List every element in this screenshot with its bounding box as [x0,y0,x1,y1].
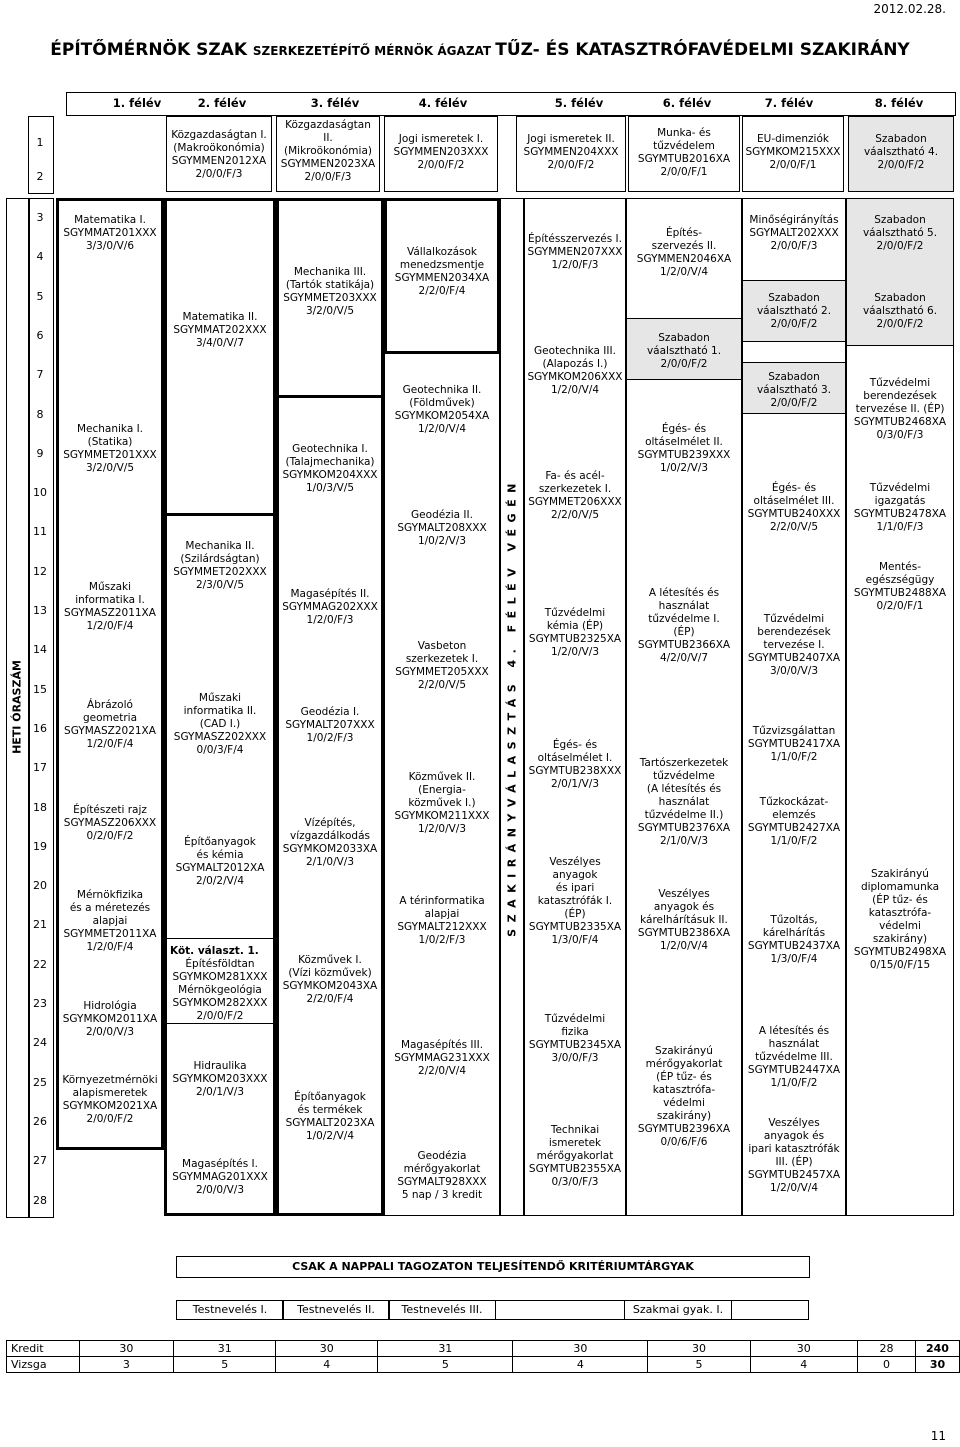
course-text: Tartószerkezetek tűzvédelme (A létesítés és használat tűzvédelme II.) SGYMTUB2376XA 2/1/0/V/3 [637,757,731,847]
course-cell [166,116,272,192]
course-text: Építőanyagok és termékek SGYMALT2023XA 1/0/2/V/4 [285,1091,375,1142]
criteria-item: Szakmai gyak. I. [624,1300,732,1320]
semester-label: 2. félév [197,96,247,110]
course-text: Tűzvédelmi igazgatás SGYMTUB2478XA 1/1/0/F/3 [853,482,947,533]
course-cell [516,116,626,192]
row-number: 8 [36,407,44,421]
course-text: Matematika II. SGYMMAT202XXX 3/4/0/V/7 [173,311,267,349]
table-cell: 30 [513,1341,648,1357]
course-text: Geotechnika II. (Földművek) SGYMKOM2054XA 1/2/0/V/4 [394,384,490,435]
course-text: Szabadon váalsztható 1. 2/0/0/F/2 [646,332,722,370]
row-number: 16 [33,721,47,735]
course-text: Építészeti rajz SGYMASZ206XXX 0/2/0/F/2 [63,804,157,842]
course-text: Műszaki informatika II. (CAD I.) SGYMASZ202XXX 0/0/3/F/4 [173,692,267,756]
table-cell: 4 [750,1357,858,1373]
row-number: 13 [33,604,47,617]
course-text: Égés- és oltáselmélet III. SGYMTUB240XXX 2/2/0/V/5 [747,482,841,533]
row-number: 27 [33,1154,47,1168]
row-number: 19 [33,839,47,853]
table-cell: 30 [276,1341,378,1357]
course-text: Építés- szervezés II. SGYMMEN2046XA 1/2/0/V/4 [636,227,732,278]
table-cell: 30 [79,1341,174,1357]
course-text: Veszélyes anyagok és kárelhárításuk II. SGYMTUB2386XA 1/2/0/V/4 [637,888,731,952]
row-number: 20 [33,879,47,893]
row-number: 12 [33,564,47,578]
specialization-choice-banner: SZAKIRÁNYVÁLASZTÁS 4. FÉLÉV VÉGÉN [505,477,519,937]
course-text: Közgazdaságtan II. (Mikroökonómia) SGYMMEN2023XA 2/0/0/F/3 [280,119,376,183]
table-cell: 4 [513,1357,648,1373]
course-text: Matematika I. SGYMMAT201XXX 3/3/0/V/6 [63,214,157,252]
row-number: 3 [36,211,44,224]
course-text: Tűzvédelmi berendezések tervezése I. SGYMTUB2407XA 3/0/0/V/3 [747,613,841,677]
title-specialization: TŰZ- ÉS KATASZTRÓFAVÉDELMI SZAKIRÁNY [495,40,910,60]
row-number: 25 [33,1075,47,1089]
course-text: Tűzoltás, kárelhárítás SGYMTUB2437XA 1/3/0/F/4 [747,914,841,965]
course-text: Mechanika III. (Tartók statikája) SGYMMET203XXX 3/2/0/V/5 [283,266,377,317]
criteria-item: Testnevelés II. [282,1300,390,1320]
course-text: Hidraulika SGYMKOM203XXX 2/0/1/V/3 [172,1060,268,1098]
row-number: 11 [33,525,47,539]
course-text: Geodézia mérőgyakorlat SGYMALT928XXX 5 nap / 3 kredit [397,1150,487,1201]
course-text: A létesítés és használat tűzvédelme III. SGYMTUB2447XA 1/1/0/F/2 [747,1025,841,1089]
course-text: Műszaki informatika I. SGYMASZ2011XA 1/2/0/F/4 [64,581,156,632]
course-text: Tűzvédelmi fizika SGYMTUB2345XA 3/0/0/F/3 [528,1013,622,1064]
course-text: Ábrázoló geometria SGYMASZ2021XA 1/2/0/F/4 [64,699,156,750]
semester-label: 3. félév [310,96,360,110]
semester-label: 7. félév [764,96,814,110]
table-cell: 28 [858,1341,916,1357]
row-number: 15 [33,682,47,696]
course-cell [276,116,380,192]
course-text: Szakirányú mérőgyakorlat (ÉP tűz- és katasztrófa- védelmi szakirány) SGYMTUB2396XA 0/0/6/F/6 [637,1045,731,1148]
course-text: Vállalkozások menedzsmentje SGYMMEN2034XA 2/2/0/F/4 [394,246,490,297]
row-number: 26 [33,1114,47,1128]
course-text: Égés- és oltáselmélet II. SGYMTUB239XXX 1/0/2/V/3 [637,423,731,474]
semester-label: 1. félév [112,96,162,110]
course-text: Közművek I. (Vízi közművek) SGYMKOM2043XA 2/2/0/F/4 [282,954,378,1005]
row-number: 14 [33,643,47,657]
total-cell: 30 [915,1357,959,1373]
course-text: Mentés- egészségügy SGYMTUB2488XA 0/2/0/F/1 [853,561,947,612]
course-text: Környezetmérnöki alapismeretek SGYMKOM2021XA 2/0/0/F/2 [62,1074,158,1125]
row-number: 23 [33,997,47,1010]
course-text: Mechanika II. (Szilárdságtan) SGYMMET202XXX 2/3/0/V/5 [173,540,267,591]
table-cell: 31 [378,1341,513,1357]
course-cell [628,116,740,192]
criteria-item-empty [494,1300,625,1320]
row-number: 10 [33,486,47,500]
course-text: Geodézia II. SGYMALT208XXX 1/0/2/V/3 [397,509,487,547]
row-label: Kredit [7,1341,80,1357]
course-text: Veszélyes anyagok és ipari katasztrófák I. (ÉP) SGYMTUB2335XA 1/3/0/F/4 [528,856,622,946]
page-number: 11 [930,1429,946,1443]
course-text: Tűzvédelmi kémia (ÉP) SGYMTUB2325XA 1/2/0/V/3 [528,607,622,658]
course-text: Szakirányú diplomamunka (ÉP tűz- és katasztrófa- védelmi szakirány) SGYMTUB2498XA 0/15/0/F/15 [853,868,947,971]
course-text: Tűzvizsgálattan SGYMTUB2417XA 1/1/0/F/2 [747,725,841,763]
course-text: Geotechnika I. (Talajmechanika) SGYMKOM204XXX 1/0/3/V/5 [282,443,378,494]
title-major: ÉPÍTŐMÉRNÖK SZAK [50,40,253,60]
course-text: Közgazdaságtan I. (Makroökonómia) SGYMMEN2012XA 2/0/0/F/3 [171,129,267,180]
row-number: 5 [36,289,44,303]
row-number: 6 [36,328,44,342]
course-text: Magasépítés II. SGYMMAG202XXX 1/2/0/F/3 [282,588,378,626]
course-text: Szabadon váalsztható 6. 2/0/0/F/2 [862,292,938,330]
row-number: 17 [33,761,47,775]
course-text: Minőségirányítás SGYMALT202XXX 2/0/0/F/3 [749,214,839,252]
row-number: 28 [33,1193,47,1207]
course-text: A térinformatika alapjai SGYMALT212XXX 1/0/2/F/3 [397,895,487,946]
row-number-column [28,198,54,1218]
criteria-item-empty [730,1300,809,1320]
course-text: Mérnökfizika és a méretezés alapjai SGYMMET2011XA 1/2/0/F/4 [63,889,157,953]
course-text: Munka- és tűzvédelem SGYMTUB2016XA 2/0/0/F/1 [637,127,731,178]
summary-table [6,1340,960,1373]
course-text: Építésszervezés I. SGYMMEN207XXX 1/2/0/F/3 [527,233,623,271]
semester-8-block [846,198,954,1216]
semester-label: 8. félév [874,96,924,110]
criteria-heading: CSAK A NAPPALI TAGOZATON TELJESÍTENDŐ KRITÉRIUMTÁRGYAK [176,1256,810,1278]
course-text: Jogi ismeretek II. SGYMMEN204XXX 2/0/0/F/2 [523,133,619,171]
course-text: A létesítés és használat tűzvédelme I. (ÉP) SGYMTUB2366XA 4/2/0/V/7 [637,587,731,664]
course-text: Geodézia I. SGYMALT207XXX 1/0/2/F/3 [285,706,375,744]
table-cell: 31 [174,1341,276,1357]
table-row [7,1357,960,1373]
row-number: 18 [33,800,47,814]
semester-label: 5. félév [554,96,604,110]
course-text: Tűzkockázat- elemzés SGYMTUB2427XA 1/1/0/F/2 [747,796,841,847]
row-number: 9 [36,446,44,460]
course-text: Technikai ismeretek mérőgyakorlat SGYMTUB2355XA 0/3/0/F/3 [528,1124,622,1188]
table-cell: 5 [174,1357,276,1373]
course-text: Szabadon váalsztható 2. 2/0/0/F/2 [756,292,832,330]
course-text: Geotechnika III. (Alapozás I.) SGYMKOM206XXX 1/2/0/V/4 [527,345,623,396]
table-cell: 3 [79,1357,174,1373]
course-text: Veszélyes anyagok és ipari katasztrófák III. (ÉP) SGYMTUB2457XA 1/2/0/V/4 [747,1117,841,1194]
semester-label: 6. félév [662,96,712,110]
course-text: Tűzvédelmi berendezések tervezése II. (ÉP) SGYMTUB2468XA 0/3/0/F/3 [853,377,947,441]
elective-heading: Köt. választ. 1. [170,945,259,957]
weekly-hours-label: HETI ÓRASZÁM [10,660,24,754]
row-number: 2 [36,170,44,183]
table-cell: 5 [378,1357,513,1373]
semester-label: 4. félév [418,96,468,110]
table-cell: 30 [648,1341,750,1357]
criteria-item: Testnevelés III. [388,1300,496,1320]
row-number: 1 [36,136,44,149]
course-cell [742,116,844,192]
course-text: Jogi ismeretek I. SGYMMEN203XXX 2/0/0/F/2 [393,133,489,171]
course-text: Vasbeton szerkezetek I. SGYMMET205XXX 2/2/0/V/5 [395,640,489,691]
course-text: Hidrológia SGYMKOM2011XA 2/0/0/V/3 [62,1000,158,1038]
course-text: Mechanika I. (Statika) SGYMMET201XXX 3/2/0/V/5 [63,423,157,474]
row-label: Vizsga [7,1357,80,1373]
page-title [0,40,960,60]
table-cell: 4 [276,1357,378,1373]
course-text: Építőanyagok és kémia SGYMALT2012XA 2/0/2/V/4 [175,836,265,887]
row-number: 21 [33,918,47,932]
table-cell: 5 [648,1357,750,1373]
row-number: 7 [36,368,44,382]
course-text: Vízépítés, vízgazdálkodás SGYMKOM2033XA 2/1/0/V/3 [282,817,378,868]
course-text: Szabadon váalsztható 3. 2/0/0/F/2 [756,371,832,409]
criteria-item: Testnevelés I. [176,1300,284,1320]
course-text: Magasépítés III. SGYMMAG231XXX 2/2/0/V/4 [394,1039,490,1077]
row-number: 22 [33,957,47,971]
divider [164,198,276,516]
course-text: Magasépítés I. SGYMMAG201XXX 2/0/0/V/3 [172,1158,268,1196]
course-text: Fa- és acél- szerkezetek I. SGYMMET206XXX 2/2/0/V/5 [528,470,622,521]
row-number: 4 [36,250,44,264]
title-branch: SZERKEZETÉPÍTŐ MÉRNÖK ÁGAZAT [252,44,496,58]
course-text: Építésföldtan SGYMKOM281XXX Mérnökgeológia SGYMKOM282XXX 2/0/0/F/2 [172,958,268,1022]
course-text: Égés- és oltáselmélet I. SGYMTUB238XXX 2/0/1/V/3 [528,739,622,790]
course-text: Szabadon váalsztható 4. 2/0/0/F/2 [863,133,939,171]
total-cell: 240 [915,1341,959,1357]
print-date: 2012.02.28. [873,2,946,16]
course-text: Közművek II. (Energia- közművek I.) SGYMKOM211XXX 1/2/0/V/3 [394,771,490,835]
semester-header [66,92,956,116]
table-cell: 30 [750,1341,858,1357]
course-text: Szabadon váalsztható 5. 2/0/0/F/2 [862,214,938,252]
course-cell [384,116,498,192]
row-number: 24 [33,1036,47,1050]
elective-cell [848,116,954,192]
table-cell: 0 [858,1357,916,1373]
course-text: EU-dimenziók SGYMKOM215XXX 2/0/0/F/1 [745,133,841,171]
table-row [7,1341,960,1357]
